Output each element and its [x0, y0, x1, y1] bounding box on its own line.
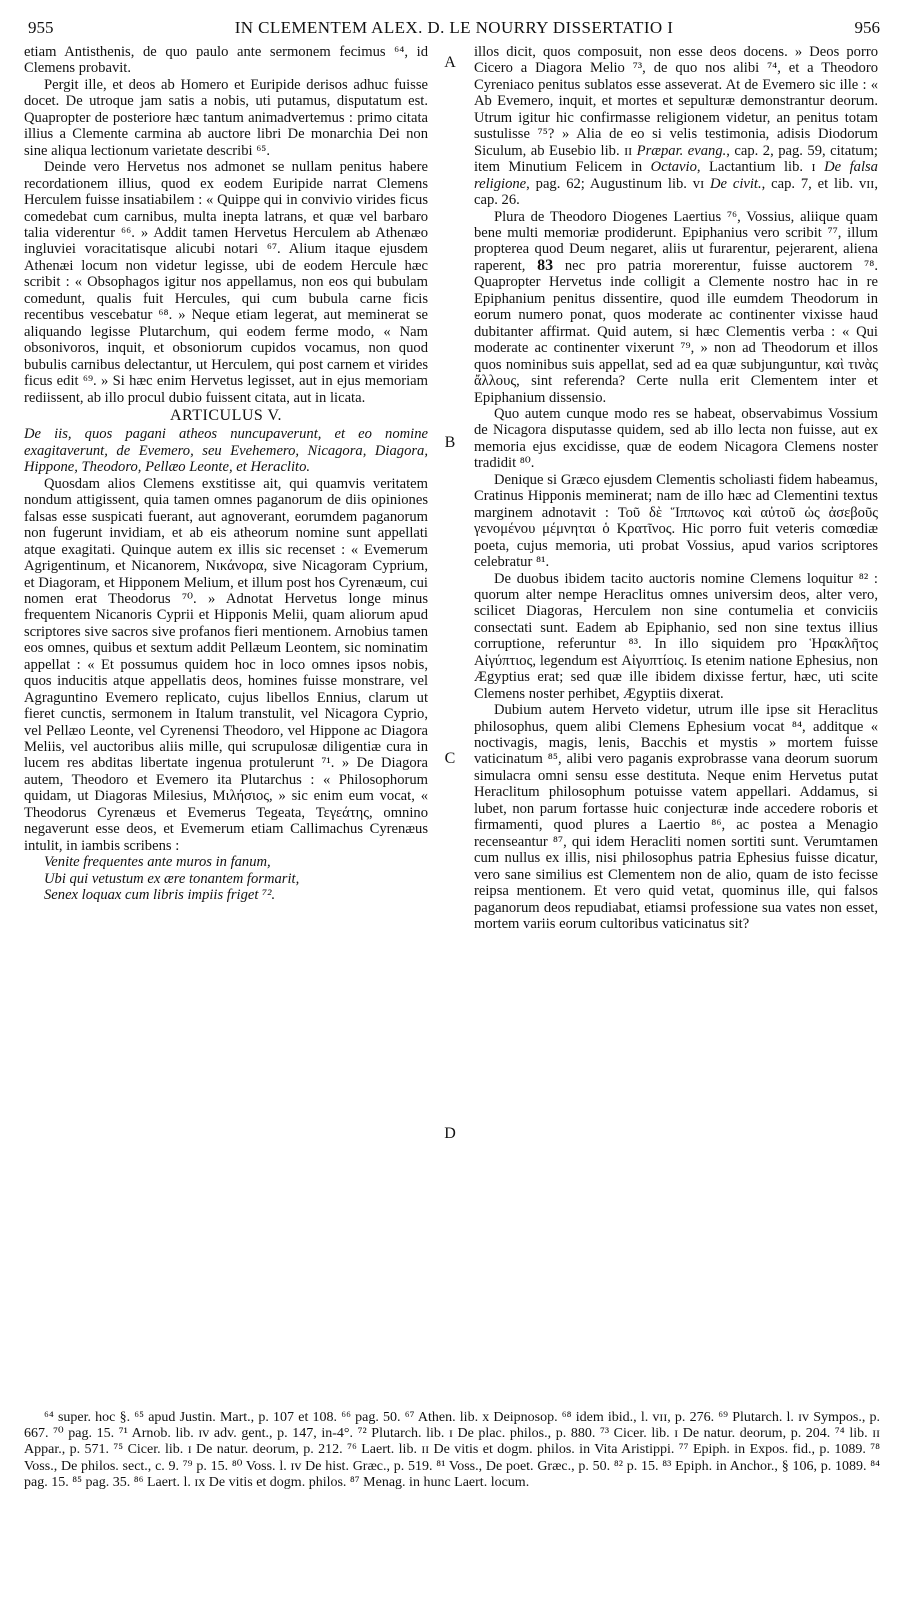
article-subheading: De iis, quos pagani atheos nuncupaverunt, et eo nomine exagitaverunt, de Evemero, seu Evehemero, Nicagora, Diagora, Hippone, Theodoro, Pellæo Leonte, et Heraclito. [24, 426, 428, 476]
text-run: illos dicit, quos composuit, non esse deos docens. » Deos porro Cicero a Diagora Melio ⁷³, de quo nos alibi ⁷⁴, et a Theodoro Cyreniaco penitus sublatos esse asseverat. At de Evemero sic ille : « Ab Evemero, inquit, et mortes et sepulturæ demonstrantur deorum. Utrum igitur hic confirmasse religionem videtur, an penitus totam sustulisse ⁷⁵? » Alia de eo si velis testimonia, adisis Diodorum Siculum, ab Eusebio lib. ɪɪ [474, 44, 878, 159]
paragraph: Quosdam alios Clemens exstitisse ait, qui quamvis veritatem nondum attigissent, quia tamen omnes paganorum de diis opiniones falsas esse suspicati fuerant, aut agnoverant, eorumdem paganorum non fugerunt invidiam, et ab eis atheorum nomine sunt appellati atque exagitati. Quinque autem ex illis sic recenset : « Evemerum Agrigentinum, et Nicanorem, Νικάνορα, sive Nicagoram Cyprium, et Diagoram, et Hipponem Melium, et illum post hos Cyrenæum, cui nomen erat Theodorus ⁷⁰. » Adnotat Hervetus longe minus frequentem Nicanoris Cyprii et Hipponis Melii, quam aliorum apud scriptores sive sacros sive profanos fieri mentionem. Arnobius tamen eos omnes, quibus et sextum addit Pellæum Leontem, sic nominatim appellat : « Et possumus quidem hoc in loco omnes ipsos nobis, quos inducitis atque appellatis deos, homines fuisse monstrare, vel Agraguntino Evemero replicato, cujus libellos Ennius, clarum ut fieret cunctis, sermonem in Italum transtulit, vel Nicagora Cyprio, vel Pellæo Leonte, vel Cyrenensi Theodoro, vel Hippone ac Diagora Meliis, vel auctoribus aliis mille, qui scrupulosæ diligentiæ cura in lucem res abditas libertate ingenua protulerunt ⁷¹. » De Diagora autem, Theodoro et Evemero ita Plutarchus : « Philosophorum quidam, ut Diagoras Milesius, Μιλήσιος, » sic enim eum vocat, « Theodorus Cyrenæus et Evemerus Tegeata, Τεγεάτης, omnino negaverunt esse deos, et Evemerum etiam Callimachus Cyrenæus intulit, in iambis scribens : [24, 475, 428, 854]
work-title: De falsa religione [474, 159, 878, 192]
running-title: IN CLEMENTEM ALEX. D. LE NOURRY DISSERTATIO I [234, 18, 674, 37]
paragraph: Dubium autem Herveto videtur, utrum ille ipse sit Heraclitus philosophus, quem alibi Clemens Ephesium vocat ⁸⁴, additque « noctivagis, magis, lenis, Bacchis et mystis » mortem fuisse vaticinatum ⁸⁵, alibi vero paganis exprobrasse vana deorum suorum simulacra omni sensu esse destituta. Neque enim Hervetus putat Heraclitum philosophum potuisse vatem appellari. Addamus, si lubet, non parum fortasse huic conjecturæ inde accedere roboris et firmamenti, quod plures a Laertio ⁸⁶, ac postea a Menagio recenseantur ⁸⁷, qui idem Heracliti nomen sortiti sunt. Verumtamen cum nullus ex illis, nisi philosophus patria Ephesius fuisse dicatur, vero sane similius est Clementem non de alio, quam de isto fecisse reipsa mentionem. Et vero quid vetat, quominus ille, qui falsos paganorum deos repudiabat, etiamsi professione sua vates non esset, mortem variis eorum cultoribus vaticinatus sit? [474, 702, 878, 933]
margin-marker-c: C [444, 750, 456, 767]
footnotes [24, 1410, 880, 1491]
paragraph: etiam Antisthenis, de quo paulo ante sermonem fecimus ⁶⁴, id Clemens probavit. [24, 44, 428, 77]
work-title: Præpar. evang. [636, 142, 727, 159]
text-run: Plura de Theodoro Diogenes Laertius ⁷⁶, Vossius, aliique quam bene multi memoriæ prodiderunt. Epiphanius vero scribit ⁷⁷, illum propterea quod Deum negaret, aliis ut furarentur, pejerarent, aliena raperent, [474, 208, 878, 274]
left-column [24, 44, 428, 904]
page-number-right: 956 [854, 18, 880, 37]
verse-quotation [44, 854, 428, 903]
running-header [28, 16, 880, 40]
text-run: , cap. 7, et lib. ᴠɪɪ, cap. 26. [474, 175, 878, 209]
text-run: nec pro patria morerentur, fuisse auctorem ⁷⁸. Quapropter Hervetus inde colligit a Clemente nostro hac in re Epiphanium penitus dissentire, quod ille eumdem Theodorum in eorum numero ponat, quos moderate ac continenter vixisse haud dubitanter affirmat. Quid autem, si hæc Clementis verba : « Qui moderate ac continenter vixerunt ⁷⁹, » non ad Theodorum et illos quos nominibus suis appellat, sed ad ea quæ subjunguntur, καὶ τινὰς ἄλλους, sint referenda? Certe nulla erit Clementem inter et Epiphanium dissensio. [474, 257, 879, 406]
work-title: Octavio [650, 159, 697, 176]
paragraph: Quo autem cunque modo res se habeat, observabimus Vossium de Nicagora disputasse quidem, sed ab illo lecta non fuisse, aut ex memoria ejus excidisse, quæ de eodem Nicagora Clemens noster tradidit ⁸⁰. [474, 405, 878, 472]
text-run: , pag. 62; Augustinum lib. ᴠɪ [526, 175, 710, 192]
paragraph [474, 44, 878, 209]
margin-marker-d: D [444, 1125, 456, 1142]
column-number: 83 [537, 256, 554, 274]
paragraph: Pergit ille, et deos ab Homero et Euripide derisos adhuc fuisse docet. De utroque jam satis a nobis, uti putamus, disputatum est. Quapropter de posteriore hæc tantum animadvertemus : primo citata illius a Clemente carmina ab auctore libri De monarchia Dei non sine aliqua lectionum varietate describi ⁶⁵. [24, 76, 428, 159]
paragraph: De duobus ibidem tacito auctoris nomine Clemens loquitur ⁸² : quorum alter nempe Heraclitus omnes universim deos, alter vero, scilicet Diagoras, Herculem non sine contumelia et conviciis consectati sunt. Eadem ab Epiphanio, sed non sine textus illius corruptione, referuntur ⁸³. In illo siquidem pro Ἡρακλῆτος Αἰγύπτιος, legendum est Αἰγυπτίοις. Is etenim natione Ephesius, non Ægyptius erat; sed quæ ille ibidem dixisse fertur, hæc, uti scite Clemens noster perhibet, Ægyptiis dixerat. [474, 570, 878, 702]
verse-line: Ubi qui vetustum ex ære tonantem formarit, [44, 870, 300, 887]
work-title: De civit. [710, 175, 762, 192]
paragraph [474, 209, 878, 406]
paragraph: Denique si Græco ejusdem Clementis scholiasti fidem habeamus, Cratinus Hipponis meminerat; nam de illo hæc ad Clementini textus marginem adnotavit : Τοῦ δὲ Ἵππωνος καὶ αὐτοῦ ὡς ἀσεβοῦς γενομένου μέμνηται ὁ Κρατῖνος. Hic porro fuit veteris comœdiæ poeta, cujus memoria, uti probat Vossius, apud varios scriptores celebratur ⁸¹. [474, 471, 878, 571]
page-number-left: 955 [28, 18, 54, 37]
text-run: , cap. 2, pag. 59, citatum; item Minutium Felicem in [474, 142, 878, 176]
right-column [474, 44, 878, 932]
footnote-text: ⁶⁴ super. hoc §. ⁶⁵ apud Justin. Mart., p. 107 et 108. ⁶⁶ pag. 50. ⁶⁷ Athen. lib. x Deipnosop. ⁶⁸ idem ibid., l. ᴠɪɪ, p. 276. ⁶⁹ Plutarch. l. ɪᴠ Sympos., p. 667. ⁷⁰ pag. 15. ⁷¹ Arnob. lib. ɪᴠ adv. gent., p. 147, in-4°. ⁷² Plutarch. lib. ɪ De plac. philos., p. 880. ⁷³ Cicer. lib. ɪ De natur. deorum, p. 204. ⁷⁴ lib. ɪɪ Appar., p. 571. ⁷⁵ Cicer. lib. ɪ De natur. deorum, p. 212. ⁷⁶ Laert. lib. ɪɪ De vitis et dogm. philos. in Vita Aristippi. ⁷⁷ Epiph. in Expos. fid., p. 1089. ⁷⁸ Voss., De philos. sect., c. 9. ⁷⁹ p. 15. ⁸⁰ Voss. l. ɪᴠ De hist. Græc., p. 519. ⁸¹ Voss., De poet. Græc., p. 50. ⁸² p. 15. ⁸³ Epiph. in Anchor., § 106, p. 1089. ⁸⁴ pag. 15. ⁸⁵ pag. 35. ⁸⁶ Laert. l. ɪx De vitis et dogm. philos. ⁸⁷ Menag. in hunc Laert. locum. [24, 1410, 880, 1490]
text-run: , Lactantium lib. ɪ [696, 159, 825, 176]
margin-marker-b: B [444, 434, 456, 451]
verse-line: Venite frequentes ante muros in fanum, [44, 854, 271, 871]
paragraph: Deinde vero Hervetus nos admonet se nullam penitus habere recordationem illius, quod ex eodem Euripide narrat Clemens Herculem fuisse insatiabilem : « Quippe qui in convivio virides ficus comedebat cum carnibus, multa inepta latrans, et quæ vel barbaro talia viderentur ⁶⁶. » Addit tamen Hervetus Herculem ab Athenæo ingluviei voracitatisque alicubi notari ⁶⁷. Alium itaque ejusdem Athenæi locum non videtur legisse, ubi de eodem Hercule hæc scribit : « Obsophagos igitur nos appellamus, non eos qui bubulam comedunt, qualis fuit Hercules, qui cum bubula carne ficis recentibus vescebatur ⁶⁸. » Neque etiam legerat, aut meminerat se aliquando legisse Plutarchum, qui eodem ferme modo, « Nam obsonivoros, inquit, et obsoniorum cupidos vocamus, non quod bubulis carnibus delectantur, ut Herculem, qui post carnem et virides ficus edit ⁶⁹. » Si hæc enim Hervetus legisset, aut in ejus memoriam rediissent, ab illo procul dubio fuissent citata, aut in licata. [24, 159, 428, 406]
margin-marker-a: A [444, 54, 456, 71]
verse-line: Senex loquax cum libris impiis friget ⁷². [44, 887, 276, 904]
article-heading: ARTICULUS V. [169, 406, 283, 424]
